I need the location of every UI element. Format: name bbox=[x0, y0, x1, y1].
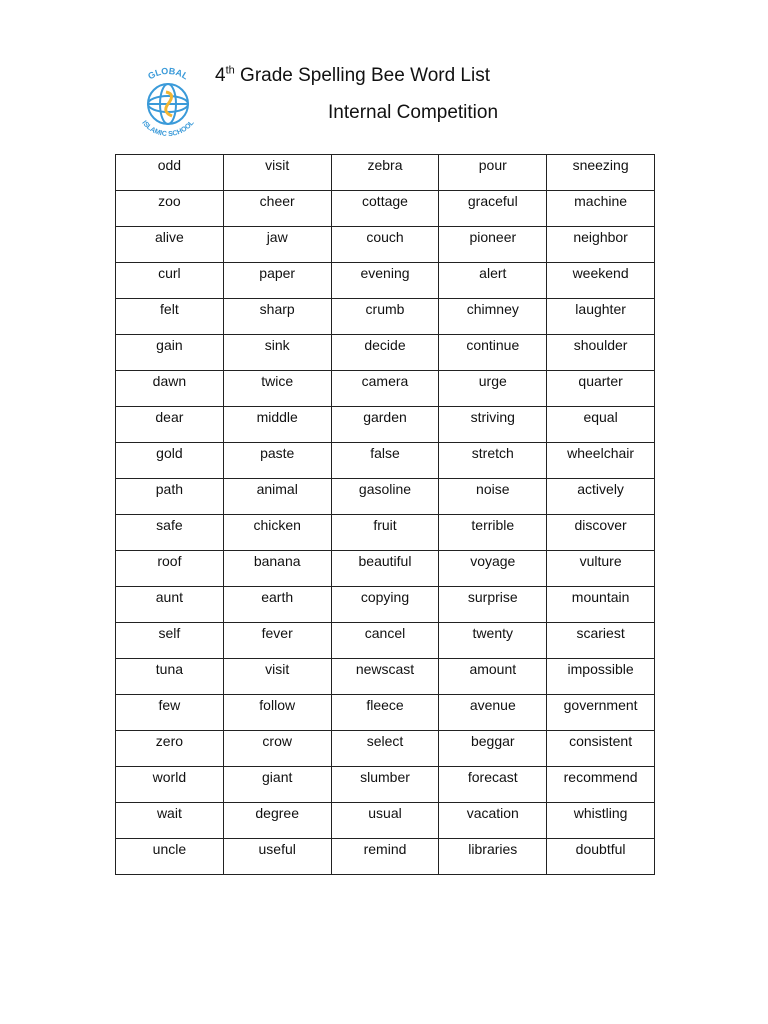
table-row bbox=[116, 767, 655, 803]
table-row bbox=[116, 659, 655, 695]
page-title bbox=[215, 63, 490, 89]
word-list-body bbox=[116, 155, 655, 875]
word-cell: mountain bbox=[547, 587, 655, 623]
word-cell: pour bbox=[439, 155, 547, 191]
word-cell: fruit bbox=[331, 515, 439, 551]
word-cell: select bbox=[331, 731, 439, 767]
word-cell: earth bbox=[223, 587, 331, 623]
word-cell: uncle bbox=[116, 839, 224, 875]
table-row bbox=[116, 803, 655, 839]
title-text: Grade Spelling Bee Word List bbox=[234, 65, 490, 86]
word-cell: twice bbox=[223, 371, 331, 407]
word-cell: safe bbox=[116, 515, 224, 551]
word-cell: continue bbox=[439, 335, 547, 371]
word-cell: tuna bbox=[116, 659, 224, 695]
word-cell: stretch bbox=[439, 443, 547, 479]
word-cell: remind bbox=[331, 839, 439, 875]
table-row bbox=[116, 371, 655, 407]
word-cell: decide bbox=[331, 335, 439, 371]
word-cell: urge bbox=[439, 371, 547, 407]
word-cell: slumber bbox=[331, 767, 439, 803]
word-cell: government bbox=[547, 695, 655, 731]
word-cell: degree bbox=[223, 803, 331, 839]
word-cell: forecast bbox=[439, 767, 547, 803]
logo-text-bottom: ISLAMIC SCHOOL bbox=[140, 119, 196, 139]
table-row bbox=[116, 407, 655, 443]
word-cell: fleece bbox=[331, 695, 439, 731]
word-cell: roof bbox=[116, 551, 224, 587]
word-cell: shoulder bbox=[547, 335, 655, 371]
word-cell: paste bbox=[223, 443, 331, 479]
word-cell: sharp bbox=[223, 299, 331, 335]
word-cell: false bbox=[331, 443, 439, 479]
word-cell: wait bbox=[116, 803, 224, 839]
word-cell: fever bbox=[223, 623, 331, 659]
word-cell: discover bbox=[547, 515, 655, 551]
table-row bbox=[116, 443, 655, 479]
word-cell: few bbox=[116, 695, 224, 731]
word-cell: gain bbox=[116, 335, 224, 371]
word-cell: path bbox=[116, 479, 224, 515]
word-cell: sneezing bbox=[547, 155, 655, 191]
word-cell: weekend bbox=[547, 263, 655, 299]
word-cell: chicken bbox=[223, 515, 331, 551]
table-row bbox=[116, 479, 655, 515]
word-cell: libraries bbox=[439, 839, 547, 875]
word-cell: scariest bbox=[547, 623, 655, 659]
word-list-table bbox=[115, 154, 655, 875]
school-logo bbox=[128, 64, 208, 144]
word-cell: avenue bbox=[439, 695, 547, 731]
table-row bbox=[116, 227, 655, 263]
logo-text-top: GLOBAL bbox=[146, 65, 190, 82]
word-cell: machine bbox=[547, 191, 655, 227]
word-cell: follow bbox=[223, 695, 331, 731]
word-cell: zero bbox=[116, 731, 224, 767]
word-cell: alive bbox=[116, 227, 224, 263]
table-row bbox=[116, 695, 655, 731]
table-row bbox=[116, 299, 655, 335]
word-cell: paper bbox=[223, 263, 331, 299]
word-cell: chimney bbox=[439, 299, 547, 335]
word-cell: copying bbox=[331, 587, 439, 623]
word-cell: whistling bbox=[547, 803, 655, 839]
word-cell: beggar bbox=[439, 731, 547, 767]
word-cell: terrible bbox=[439, 515, 547, 551]
table-row bbox=[116, 191, 655, 227]
word-cell: couch bbox=[331, 227, 439, 263]
word-cell: noise bbox=[439, 479, 547, 515]
word-cell: dear bbox=[116, 407, 224, 443]
word-cell: visit bbox=[223, 659, 331, 695]
word-cell: alert bbox=[439, 263, 547, 299]
globe-logo-icon bbox=[128, 64, 208, 144]
word-cell: pioneer bbox=[439, 227, 547, 263]
word-cell: visit bbox=[223, 155, 331, 191]
word-cell: animal bbox=[223, 479, 331, 515]
word-cell: odd bbox=[116, 155, 224, 191]
word-cell: felt bbox=[116, 299, 224, 335]
word-cell: cheer bbox=[223, 191, 331, 227]
svg-text:GLOBAL bbox=[146, 66, 190, 82]
table-row bbox=[116, 263, 655, 299]
word-cell: world bbox=[116, 767, 224, 803]
grade-suffix: th bbox=[225, 64, 235, 77]
word-cell: useful bbox=[223, 839, 331, 875]
table-row bbox=[116, 623, 655, 659]
word-cell: newscast bbox=[331, 659, 439, 695]
table-row bbox=[116, 335, 655, 371]
word-cell: aunt bbox=[116, 587, 224, 623]
word-cell: doubtful bbox=[547, 839, 655, 875]
word-cell: sink bbox=[223, 335, 331, 371]
word-cell: voyage bbox=[439, 551, 547, 587]
word-cell: laughter bbox=[547, 299, 655, 335]
word-cell: twenty bbox=[439, 623, 547, 659]
table-row bbox=[116, 587, 655, 623]
word-cell: garden bbox=[331, 407, 439, 443]
word-cell: middle bbox=[223, 407, 331, 443]
word-cell: recommend bbox=[547, 767, 655, 803]
word-cell: evening bbox=[331, 263, 439, 299]
word-cell: equal bbox=[547, 407, 655, 443]
word-cell: gasoline bbox=[331, 479, 439, 515]
word-cell: wheelchair bbox=[547, 443, 655, 479]
word-cell: crumb bbox=[331, 299, 439, 335]
word-cell: surprise bbox=[439, 587, 547, 623]
word-cell: vulture bbox=[547, 551, 655, 587]
word-cell: amount bbox=[439, 659, 547, 695]
word-cell: camera bbox=[331, 371, 439, 407]
grade-number: 4 bbox=[215, 65, 226, 86]
word-cell: self bbox=[116, 623, 224, 659]
table-row bbox=[116, 839, 655, 875]
table-row bbox=[116, 551, 655, 587]
word-cell: dawn bbox=[116, 371, 224, 407]
word-cell: curl bbox=[116, 263, 224, 299]
word-cell: graceful bbox=[439, 191, 547, 227]
word-cell: banana bbox=[223, 551, 331, 587]
word-cell: giant bbox=[223, 767, 331, 803]
word-cell: zebra bbox=[331, 155, 439, 191]
word-cell: cancel bbox=[331, 623, 439, 659]
word-cell: actively bbox=[547, 479, 655, 515]
table-row bbox=[116, 731, 655, 767]
svg-text:ISLAMIC SCHOOL bbox=[140, 119, 196, 138]
word-cell: usual bbox=[331, 803, 439, 839]
word-cell: zoo bbox=[116, 191, 224, 227]
word-cell: striving bbox=[439, 407, 547, 443]
page-subtitle: Internal Competition bbox=[328, 102, 499, 123]
word-cell: crow bbox=[223, 731, 331, 767]
word-cell: impossible bbox=[547, 659, 655, 695]
table-row bbox=[116, 515, 655, 551]
table-row bbox=[116, 155, 655, 191]
word-cell: gold bbox=[116, 443, 224, 479]
word-cell: consistent bbox=[547, 731, 655, 767]
word-cell: quarter bbox=[547, 371, 655, 407]
word-cell: beautiful bbox=[331, 551, 439, 587]
word-cell: cottage bbox=[331, 191, 439, 227]
word-cell: neighbor bbox=[547, 227, 655, 263]
word-cell: vacation bbox=[439, 803, 547, 839]
word-cell: jaw bbox=[223, 227, 331, 263]
